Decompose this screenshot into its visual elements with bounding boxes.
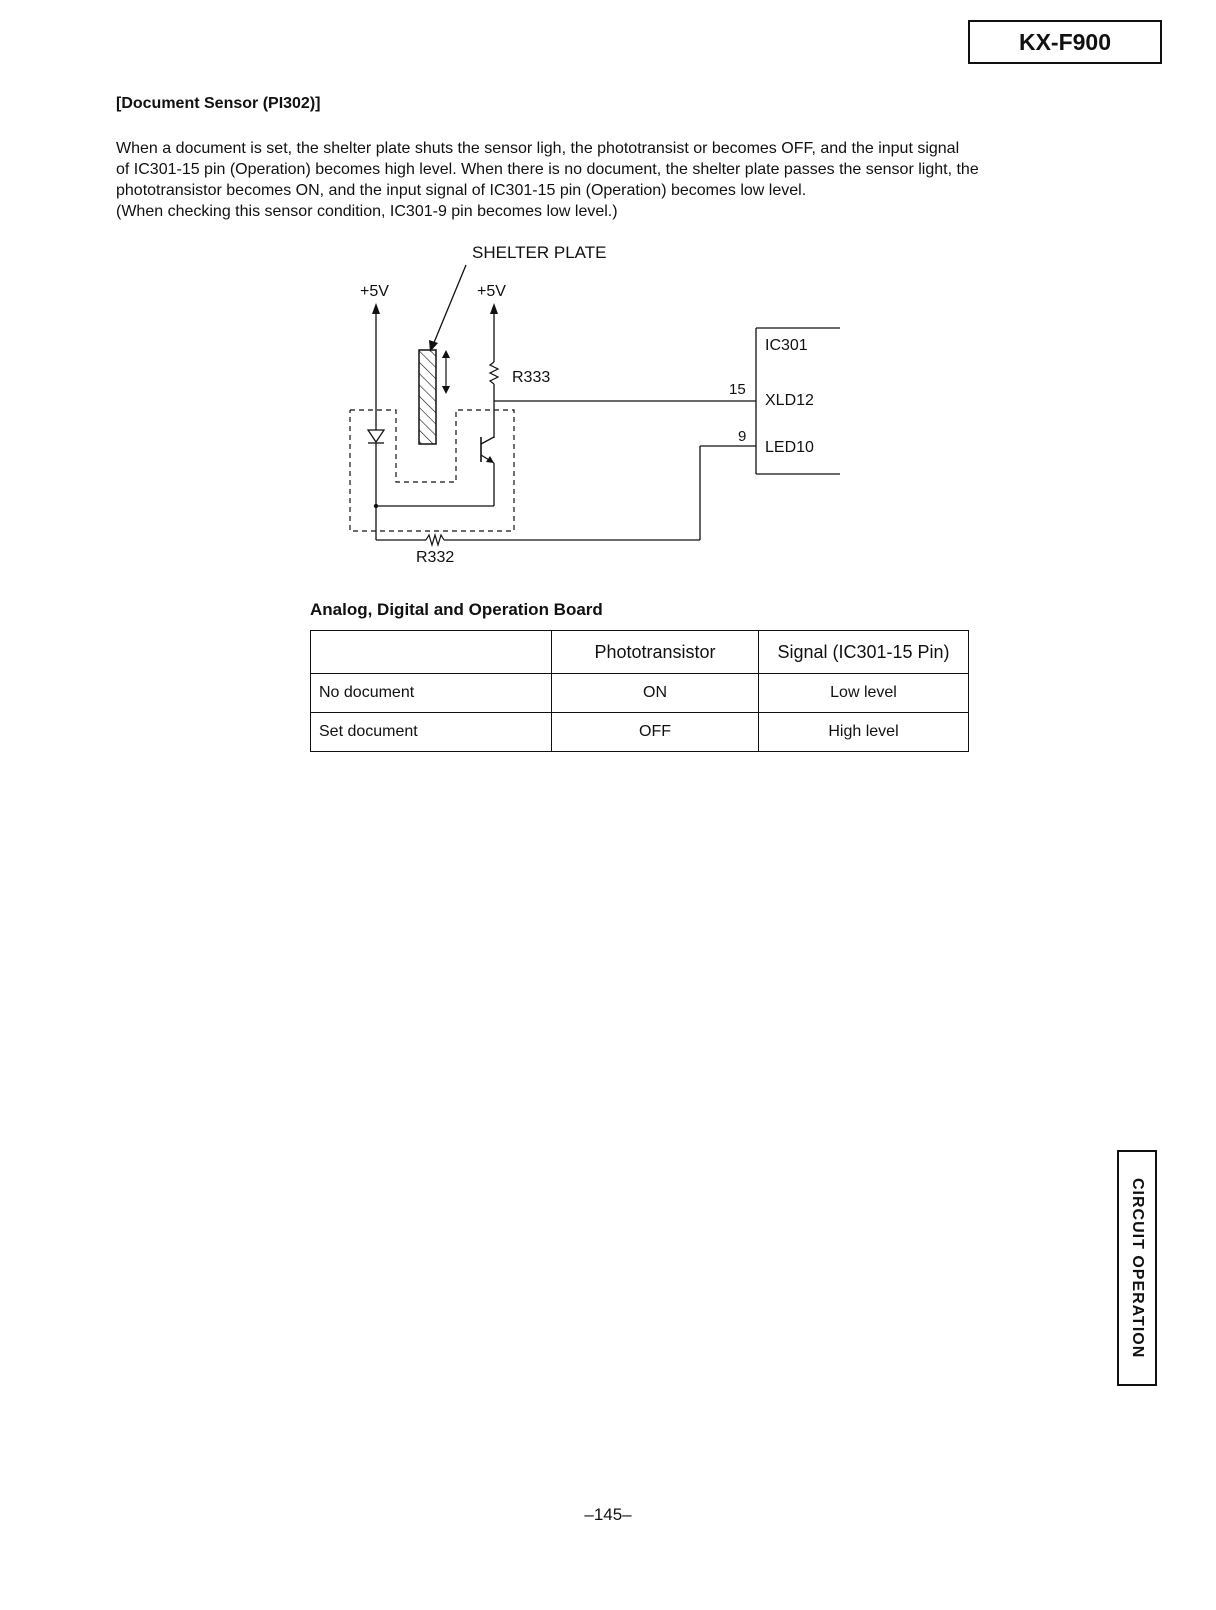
body-line-2: of IC301-15 pin (Operation) becomes high level. When there is no document, the shelter plate passes the sensor light, the — [116, 161, 979, 178]
vcc-left-arrow-icon — [372, 303, 380, 314]
table-row — [311, 713, 969, 752]
side-tab-label: CIRCUIT OPERATION — [1129, 1177, 1146, 1359]
pin9-name: LED10 — [765, 439, 814, 456]
table-header-blank — [311, 631, 552, 674]
shelter-plate — [419, 350, 436, 444]
shelter-plate-pointer — [433, 265, 466, 345]
table-cell-phototransistor: ON — [552, 674, 759, 713]
ground-junction-dot — [374, 504, 378, 508]
body-line-4: (When checking this sensor condition, IC301-9 pin becomes low level.) — [116, 203, 618, 220]
table-cell-signal: High level — [759, 713, 969, 752]
table-cell-condition: Set document — [311, 713, 552, 752]
body-line-1: When a document is set, the shelter plate shuts the sensor ligh, the phototransist or becomes OFF, and the input signal — [116, 140, 960, 157]
board-title: Analog, Digital and Operation Board — [310, 600, 603, 619]
table-cell-condition: No document — [311, 674, 552, 713]
r332-label: R332 — [416, 549, 455, 566]
phototransistor-collector — [481, 437, 494, 444]
section-title: [Document Sensor (PI302)] — [116, 95, 321, 112]
sensor-circuit-diagram — [0, 0, 1216, 590]
table-cell-signal: Low level — [759, 674, 969, 713]
sensor-state-table — [310, 630, 969, 752]
led-diode-icon — [368, 430, 384, 442]
plate-movement-arrowhead-up — [442, 350, 450, 358]
table-cell-phototransistor: OFF — [552, 713, 759, 752]
table-header-row — [311, 631, 969, 674]
table-header-phototransistor: Phototransistor — [552, 631, 759, 674]
pin15-name: XLD12 — [765, 392, 814, 409]
vcc-right-label: +5V — [477, 283, 506, 300]
table-header-signal: Signal (IC301-15 Pin) — [759, 631, 969, 674]
model-number: KX-F900 — [1018, 28, 1112, 55]
shelter-plate-label: SHELTER PLATE — [472, 243, 607, 262]
vcc-left-label: +5V — [360, 283, 389, 300]
page-number: –145– — [584, 1505, 632, 1524]
pin15-number: 15 — [729, 381, 746, 398]
r333-label: R333 — [512, 369, 551, 386]
side-section-tab — [1117, 1150, 1157, 1386]
body-line-3: phototransistor becomes ON, and the input signal of IC301-15 pin (Operation) becomes low level. — [116, 182, 807, 199]
table-row — [311, 674, 969, 713]
ic-name-label: IC301 — [765, 337, 808, 354]
vcc-right-arrow-icon — [490, 303, 498, 314]
r333-resistor-icon — [490, 362, 498, 384]
r332-resistor-icon — [426, 535, 444, 545]
pin9-number: 9 — [738, 428, 747, 445]
plate-movement-arrowhead-down — [442, 386, 450, 394]
